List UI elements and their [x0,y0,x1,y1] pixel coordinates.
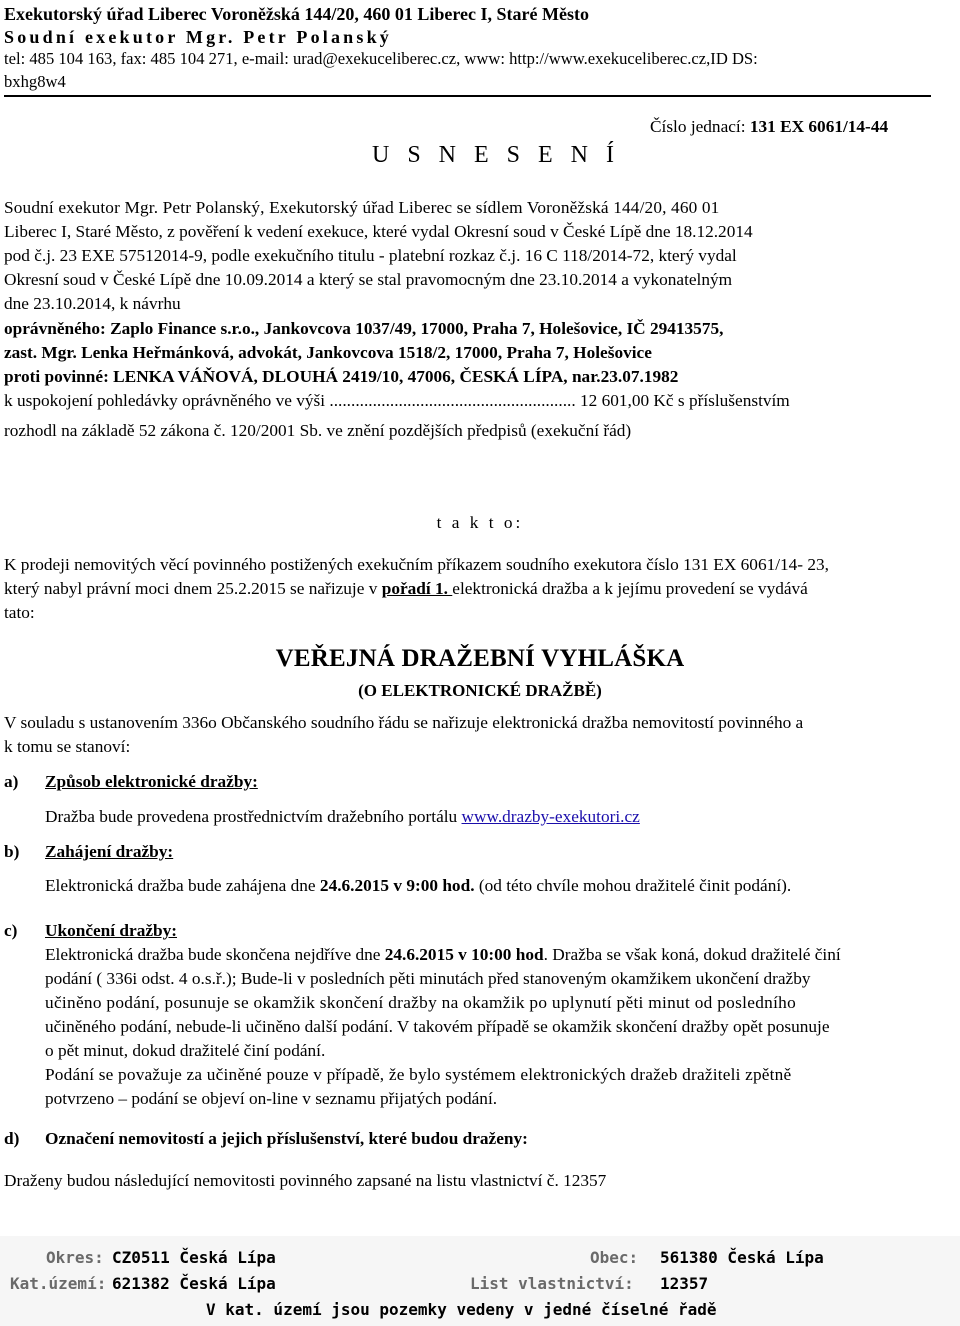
municipality-label: Obec: [590,1248,639,1267]
law-paragraph [4,711,956,759]
section-b-body: Elektronická dražba bude zahájena dne [45,876,320,895]
intro-paragraph [4,196,956,443]
section-c-line: potvrzeno – podání se objeví on-line v seznamu přijatých podání. [45,1089,498,1108]
data-box-id: bxhg8w4 [4,72,66,91]
law-line: k tomu se stanoví: [4,737,131,756]
intro-line: Liberec I, Staré Město, z pověření k vedení exekuce, které vydal Okresní soud v České Lípě dne 18.12.2014 [4,222,753,241]
section-d-letter: d) [4,1129,20,1148]
decision-line: K prodeji nemovitých věcí povinného postižených exekučním příkazem soudního exekutora číslo 131 EX 6061/14- 23, [4,555,829,574]
section-a-text [45,805,640,829]
section-c-line: o pět minut, dokud dražitelé činí podání. [45,1041,326,1060]
document-title: U S N E S E N Í [372,142,621,168]
section-c-line: podání ( 336i odst. 4 o.s.ř.); Bude-li v posledních pěti minutách před stanoveným okamžikem ukončení dražby [45,969,811,988]
auction-start-time: 24.6.2015 v 9:00 hod. [319,876,475,895]
order-reference: pořadí 1. [381,579,453,598]
section-c-line: učiněného podání, nebude-li učiněno další podání. V takovém případě se okamžik skončení dražby opět posunuje [45,1017,830,1036]
debtor-line: proti povinné: LENKA VÁŇOVÁ, DLOUHÁ 2419/10, 47006, ČESKÁ LÍPA, nar.23.07.1982 [4,367,679,386]
section-b-body: (od této chvíle mohou dražitelé činit podání). [474,876,792,895]
law-line: V souladu s ustanovením 336o Občanského soudního řádu se nařizuje elektronická dražba nemovitostí povinného a [4,713,804,732]
section-a-body: Dražba bude provedena prostřednictvím dražebního portálu [45,807,462,826]
case-number-value: 131 EX 6061/14-44 [749,117,889,136]
section-b-text [45,874,791,898]
case-number [650,115,888,139]
legal-basis-line: rozhodl na základě 52 zákona č. 120/2001 Sb. ve znění pozdějších předpisů (exekuční řád) [4,421,632,440]
decision-paragraph [4,553,956,625]
intro-line: dne 23.10.2014, k návrhu [4,294,181,313]
section-c-body [45,943,956,1111]
case-number-label: Číslo jednací: [650,117,746,136]
claim-amount-line: k uspokojení pohledávky oprávněného ve výši ......................................................... 12 601,00 Kč s příslušenstvím [4,391,790,410]
section-b-letter: b) [4,842,20,861]
municipality-value: 561380 Česká Lípa [660,1248,824,1267]
district-label: Okres: [46,1248,104,1267]
section-b-heading: Zahájení dražby: [45,842,174,861]
section-a-heading: Způsob elektronické dražby: [45,772,258,791]
auction-notice-title: VEŘEJNÁ DRAŽEBNÍ VYHLÁŠKA [275,645,685,672]
executor-name-header: Soudní exekutor Mgr. Petr Polanský [4,27,392,47]
cadastre-excerpt [0,1236,960,1326]
section-c-heading: Ukončení dražby: [45,921,178,940]
ownership-sheet-value: 12357 [660,1274,709,1293]
cadastral-area-value: 621382 Česká Lípa [112,1274,276,1293]
header-rule [4,95,931,97]
section-c-line [45,943,956,967]
district-value: CZ0511 Česká Lípa [112,1248,276,1267]
property-intro: Draženy budou následující nemovitosti povinného zapsané na listu vlastnictví č. 12357 [4,1171,607,1190]
decision-text: elektronická dražba a k jejímu provedení se vydává [452,579,808,598]
office-header: Exekutorský úřad Liberec Voroněžská 144/20, 460 01 Liberec I, Staré Město [4,4,589,24]
ownership-sheet-label: List vlastnictví: [470,1274,634,1293]
section-c-text: . Dražba se však koná, dokud dražitelé činí [543,945,841,964]
section-c-line: Podání se považuje za učiněné pouze v případě, že bylo systémem elektronických dražeb dražiteli zpětně [45,1065,792,1084]
cadastral-area-label: Kat.území: [10,1274,107,1293]
intro-line: pod č.j. 23 EXE 57512014-9, podle exekučního titulu - platební rozkaz č.j. 16 C 118/2014-72, který vydal [4,246,737,265]
decision-line [4,577,956,601]
decision-text: který nabyl právní moci dnem 25.2.2015 se nařizuje v [4,579,382,598]
takto-heading: t a k t o: [436,513,524,532]
auction-end-time: 24.6.2015 v 10:00 hod [384,945,544,964]
decision-line: tato: [4,603,35,622]
attorney-line: zast. Mgr. Lenka Heřmánková, advokát, Jankovcova 1518/2, 17000, Praha 7, Holešovice [4,343,652,362]
section-c-letter: c) [4,921,18,940]
auction-portal-link[interactable]: www.drazby-exekutori.cz [461,807,640,826]
cadastre-footer-note: V kat. území jsou pozemky vedeny v jedné číselné řadě [206,1300,717,1319]
intro-line: Okresní soud v České Lípě dne 10.09.2014 a který se stal pravomocným dne 23.10.2014 a vykonatelným [4,270,733,289]
section-a-letter: a) [4,772,19,791]
section-c-line: učiněno podání, posunuje se okamžik skončení dražby na okamžik po uplynutí pěti minut od posledního [45,993,797,1012]
auction-notice-subtitle: (O ELEKTRONICKÉ DRAŽBĚ) [358,681,602,700]
creditor-line: oprávněného: Zaplo Finance s.r.o., Jankovcova 1037/49, 17000, Praha 7, Holešovice, IČ 29413575, [4,319,724,338]
contact-line: tel: 485 104 163, fax: 485 104 271, e-mail: urad@exekuceliberec.cz, www: http://www.exekuceliberec.cz,ID DS: [4,49,758,68]
section-d-heading: Označení nemovitostí a jejich příslušenství, které budou draženy: [45,1129,528,1148]
intro-line: Soudní exekutor Mgr. Petr Polanský, Exekutorský úřad Liberec se sídlem Voroněžská 144/20, 460 01 [4,198,720,217]
section-c-text: Elektronická dražba bude skončena nejdříve dne [45,945,385,964]
